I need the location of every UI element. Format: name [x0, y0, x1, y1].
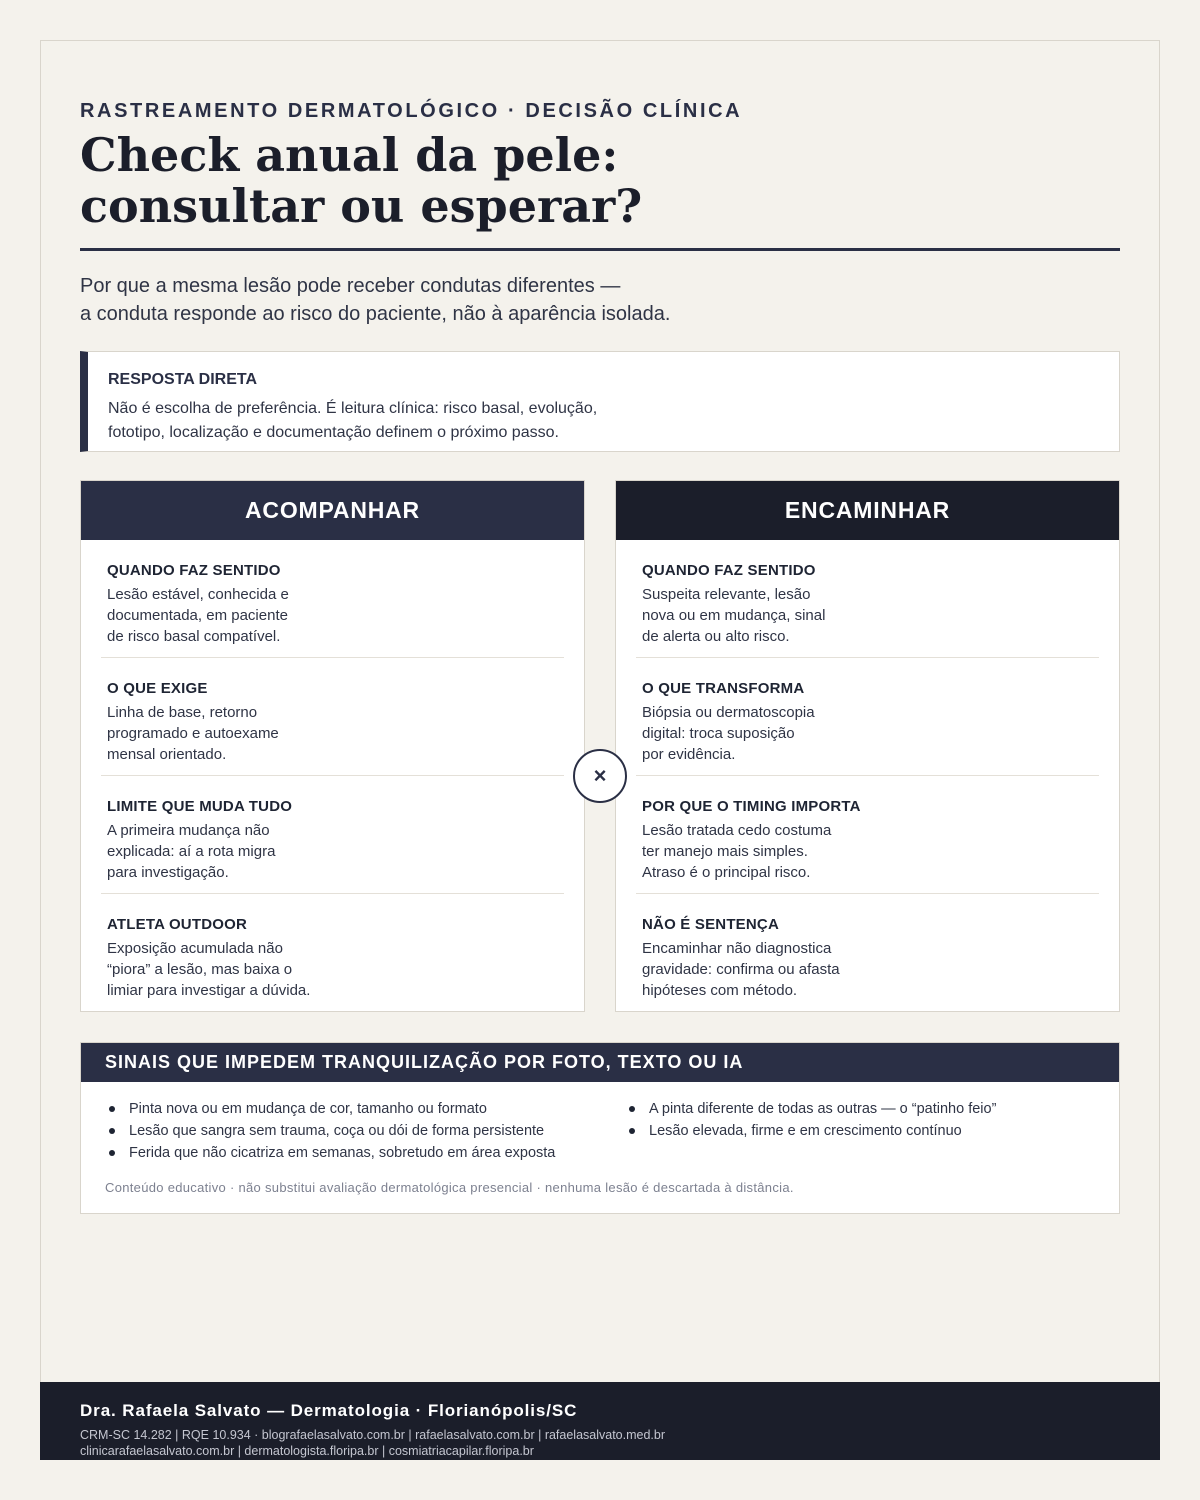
disclaimer: Conteúdo educativo · não substitui avaliação dermatológica presencial · nenhuma lesão é descartada à distância. [105, 1180, 794, 1195]
section-line: Exposição acumulada não [107, 940, 283, 957]
section-line: para investigação. [107, 864, 229, 881]
section-line: de risco basal compatível. [107, 628, 281, 645]
warning-signs-title: SINAIS QUE IMPEDEM TRANQUILIZAÇÃO POR FOTO, TEXTO OU IA [81, 1043, 1119, 1082]
subtitle-line-1: Por que a mesma lesão pode receber condutas diferentes — [80, 275, 621, 297]
section-line: Linha de base, retorno [107, 704, 258, 721]
title-line-1: Check anual da pele: [80, 128, 619, 182]
section-text [642, 820, 1093, 883]
column-section [636, 540, 1099, 658]
column-encaminhar [615, 480, 1120, 1012]
section-label: LIMITE QUE MUDA TUDO [107, 798, 293, 815]
column-section [101, 540, 564, 658]
section-line: explicada: aí a rota migra [107, 843, 276, 860]
column-acompanhar [80, 480, 585, 1012]
column-section [101, 894, 564, 1012]
list-item: Lesão elevada, firme e em crescimento contínuo [629, 1120, 996, 1142]
section-line: Lesão tratada cedo costuma [642, 822, 832, 839]
list-item: Lesão que sangra sem trauma, coça ou dói de forma persistente [109, 1120, 555, 1142]
section-line: Suspeita relevante, lesão [642, 586, 811, 603]
section-text [642, 702, 1093, 765]
versus-icon: × [573, 749, 627, 803]
column-section [636, 776, 1099, 894]
section-line: A primeira mudança não [107, 822, 270, 839]
section-label: POR QUE O TIMING IMPORTA [642, 798, 861, 815]
list-item: A pinta diferente de todas as outras — o “patinho feio” [629, 1098, 996, 1120]
section-line: “piora” a lesão, mas baixa o [107, 961, 293, 978]
section-text [107, 584, 558, 647]
kicker: RASTREAMENTO DERMATOLÓGICO · DECISÃO CLÍNICA [80, 100, 743, 122]
section-line: de alerta ou alto risco. [642, 628, 790, 645]
section-text [642, 938, 1093, 1001]
section-label: O QUE TRANSFORMA [642, 680, 805, 697]
section-text [642, 584, 1093, 647]
footer-doctor-name: Dra. Rafaela Salvato — Dermatologia · Florianópolis/SC [80, 1401, 578, 1420]
warning-signs-box [80, 1042, 1120, 1214]
footer-links-line-1: CRM-SC 14.282 | RQE 10.934 · blografaelasalvato.com.br | rafaelasalvato.com.br | rafaelasalvato.med.br [80, 1428, 666, 1442]
subtitle-line-2: a conduta responde ao risco do paciente, não à aparência isolada. [80, 303, 671, 325]
title-divider [80, 248, 1120, 251]
section-line: programado e autoexame [107, 725, 279, 742]
section-text [107, 702, 558, 765]
section-text [107, 820, 558, 883]
section-line: ter manejo mais simples. [642, 843, 808, 860]
section-label: NÃO É SENTENÇA [642, 916, 779, 933]
title-line-2: consultar ou esperar? [80, 179, 643, 233]
section-line: hipóteses com método. [642, 982, 798, 999]
section-line: documentada, em paciente [107, 607, 288, 624]
direct-answer-label: RESPOSTA DIRETA [108, 371, 258, 388]
section-line: Atraso é o principal risco. [642, 864, 811, 881]
direct-answer-line-1: Não é escolha de preferência. É leitura clínica: risco basal, evolução, [108, 400, 598, 417]
list-item: Ferida que não cicatriza em semanas, sobretudo em área exposta [109, 1142, 555, 1164]
section-line: limiar para investigar a dúvida. [107, 982, 311, 999]
list-item: Pinta nova ou em mudança de cor, tamanho ou formato [109, 1098, 555, 1120]
page-title [80, 130, 642, 232]
direct-answer-box [80, 351, 1120, 452]
section-text [107, 938, 558, 1001]
section-line: gravidade: confirma ou afasta [642, 961, 840, 978]
section-label: ATLETA OUTDOOR [107, 916, 248, 933]
footer [40, 1382, 1160, 1460]
column-title: ENCAMINHAR [616, 481, 1119, 540]
column-section [101, 658, 564, 776]
section-line: nova ou em mudança, sinal [642, 607, 826, 624]
section-label: QUANDO FAZ SENTIDO [642, 562, 816, 579]
section-line: Encaminhar não diagnostica [642, 940, 832, 957]
column-section [636, 658, 1099, 776]
section-line: por evidência. [642, 746, 736, 763]
footer-links-line-2: clinicarafaelasalvato.com.br | dermatologista.floripa.br | cosmiatriacapilar.floripa.br [80, 1444, 534, 1458]
warning-signs-list-right [629, 1098, 996, 1142]
direct-answer-line-2: fototipo, localização e documentação definem o próximo passo. [108, 424, 559, 441]
footer-links [80, 1427, 665, 1459]
warning-signs-list-left [109, 1098, 555, 1164]
subtitle [80, 272, 670, 328]
section-line: Biópsia ou dermatoscopia [642, 704, 815, 721]
content-area [40, 40, 1160, 1380]
section-line: digital: troca suposição [642, 725, 795, 742]
section-line: Lesão estável, conhecida e [107, 586, 289, 603]
column-title: ACOMPANHAR [81, 481, 584, 540]
column-section [101, 776, 564, 894]
section-line: mensal orientado. [107, 746, 227, 763]
column-section [636, 894, 1099, 1012]
section-label: QUANDO FAZ SENTIDO [107, 562, 281, 579]
direct-answer-text [108, 397, 597, 445]
section-label: O QUE EXIGE [107, 680, 208, 697]
